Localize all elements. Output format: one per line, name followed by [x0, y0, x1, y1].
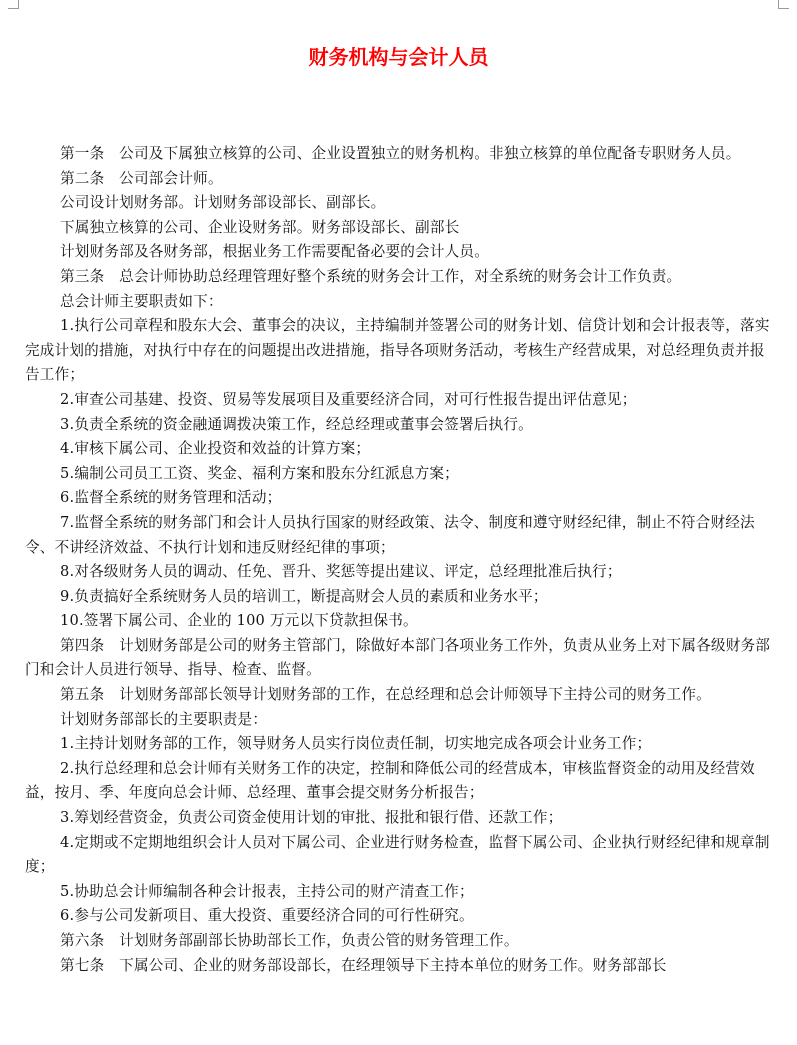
list-item: 4.审核下属公司、企业投资和效益的计算方案； — [60, 440, 371, 458]
list-item: 5.编制公司员工工资、奖金、福利方案和股东分红派息方案； — [60, 464, 459, 482]
page-corner-mark-right — [778, 0, 789, 9]
paragraph-article-3: 第三条 总会计师协助总经理管理好整个系统的财务会计工作，对全系统的财务会计工作负责。 — [60, 267, 682, 285]
paragraph-article-5: 第五条 计划财务部部长领导计划财务部的工作，在总经理和总会计师领导下主持公司的财务工作。 — [60, 686, 711, 704]
list-item: 1.主持计划财务部的工作，领导财务人员实行岗位责任制，切实地完成各项会计业务工作； — [60, 735, 652, 753]
paragraph-article-2: 第二条 公司部会计师。 — [60, 169, 223, 187]
list-item: 7.监督全系统的财务部门和会计人员执行国家的财经政策、法令、制度和遵守财经纪律，制止不符合财经法令、不讲经济效益、不执行计划和违反财经纪律的事项； — [25, 513, 755, 556]
paragraph-article-7: 第七条 下属公司、企业的财务部设部长，在经理领导下主持本单位的财务工作。财务部部长 — [60, 956, 667, 974]
paragraph-article-1: 第一条 公司及下属独立核算的公司、企业设置独立的财务机构。非独立核算的单位配备专职财务人员。 — [60, 145, 741, 162]
page-corner-mark-left — [8, 0, 19, 9]
list-item: 4.定期或不定期地组织会计人员对下属公司、企业进行财务检查，监督下属公司、企业执行财经纪律和规章制度； — [25, 833, 770, 876]
list-item: 2.审查公司基建、投资、贸易等发展项目及重要经济合同，对可行性报告提出评估意见； — [60, 390, 637, 408]
list-item: 1.执行公司章程和股东大会、董事会的决议，主持编制并签署公司的财务计划、信贷计划和会计报表等，落实完成计划的措施，对执行中存在的问题提出改进措施，指导各项财务活动，考核生产经营成果，对总经理负责并报告工作； — [25, 317, 770, 384]
paragraph: 下属独立核算的公司、企业设财务部。财务部设部长、副部长 — [60, 218, 460, 236]
paragraph: 公司设计划财务部。计划财务部设部长、副部长。 — [60, 194, 386, 212]
list-item: 3.筹划经营资金，负责公司资金使用计划的审批、报批和银行借、还款工作； — [60, 809, 563, 827]
list-item: 8.对各级财务人员的调动、任免、晋升、奖惩等提出建议、评定，总经理批准后执行； — [60, 563, 622, 581]
paragraph: 总会计师主要职责如下： — [60, 292, 223, 310]
list-item: 9.负责搞好全系统财务人员的培训工，断提高财会人员的素质和业务水平； — [60, 587, 548, 605]
paragraph-article-4: 第四条 计划财务部是公司的财务主管部门，除做好本部门各项业务工作外，负责从业务上对下属各级财务部门和会计人员进行领导、指导、检查、监督。 — [25, 636, 771, 679]
paragraph-article-6: 第六条 计划财务部副部长协助部长工作，负责公管的财务管理工作。 — [60, 932, 519, 949]
document-body — [25, 142, 772, 978]
list-item: 3.负责全系统的资金融通调拨决策工作，经总经理或董事会签署后执行。 — [60, 415, 533, 433]
document-title: 财务机构与会计人员 — [308, 45, 489, 69]
paragraph: 计划财务部及各财务部，根据业务工作需要配备必要的会计人员。 — [60, 243, 490, 261]
list-item: 10.签署下属公司、企业的 100 万元以下贷款担保书。 — [60, 612, 418, 630]
list-item: 6.参与公司发新项目、重大投资、重要经济合同的可行性研究。 — [60, 907, 474, 925]
paragraph: 计划财务部部长的主要职责是： — [60, 710, 268, 728]
list-item: 5.协助总会计师编制各种会计报表，主持公司的财产清查工作； — [60, 882, 474, 900]
list-item: 2.执行总经理和总会计师有关财务工作的决定，控制和降低公司的经营成本，审核监督资金的动用及经营效益，按月、季、年度向总会计师、总经理、董事会提交财务分析报告； — [25, 759, 755, 802]
list-item: 6.监督全系统的财务管理和活动； — [60, 489, 282, 507]
